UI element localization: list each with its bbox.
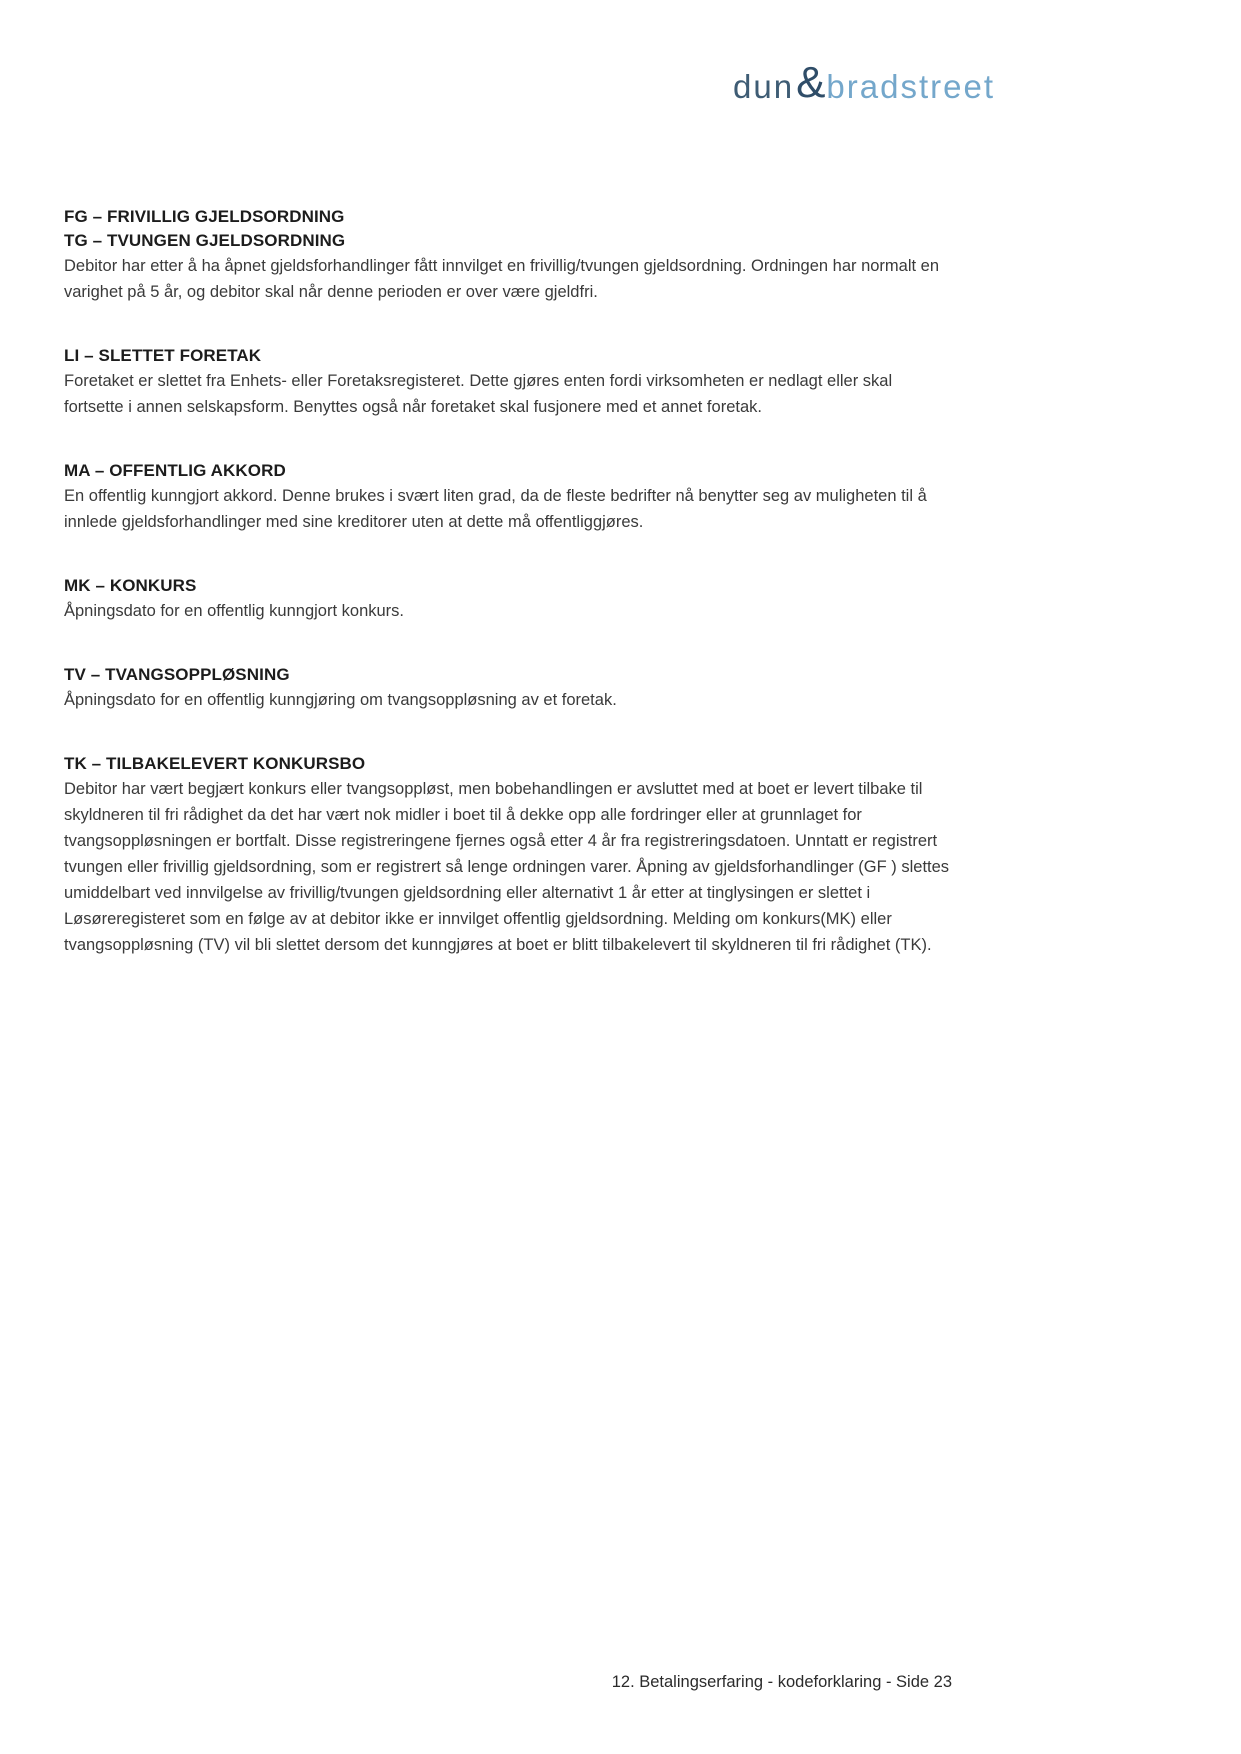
section-body-tk: Debitor har vært begjært konkurs eller tvangsoppløst, men bobehandlingen er avsluttet med at boet er levert tilbake til skyldneren til fri rådighet da det har vært nok midler i boet til å dekke opp alle fordringer eller at grunnlaget for tvangsoppløsningen er bortfalt. Disse registreringene fjernes også etter 4 år fra registreringsdatoen. Unntatt er registrert tvungen eller frivillig gjeldsordning, som er registrert så lenge ordningen varer. Åpning av gjeldsforhandlinger (GF ) slettes umiddelbart ved innvilgelse av frivillig/tvungen gjeldsordning eller alternativt 1 år etter at tinglysingen er slettet i Løsøreregisteret som en følge av at debitor ikke er innvilget offentlig gjeldsordning. Melding om konkurs(MK) eller tvangsoppløsning (TV) vil bli slettet dersom det kunngjøres at boet er blitt tilbakelevert til skyldneren til fri rådighet (TK). [64,780,950,954]
section-tv-tvangsopplosning [64,663,952,713]
section-body-mk: Åpningsdato for en offentlig kunngjort konkurs. [64,602,404,620]
section-tk-tilbakelevert-konkursbo [64,752,952,958]
section-ma-offentlig-akkord [64,459,952,535]
section-heading-tg: TG – TVUNGEN GJELDSORDNING [64,231,346,250]
section-heading-ma: MA – OFFENTLIG AKKORD [64,461,286,480]
section-heading-fg: FG – FRIVILLIG GJELDSORDNING [64,207,345,226]
section-mk-konkurs [64,574,952,624]
section-li-slettet-foretak [64,344,952,420]
section-heading-tv: TV – TVANGSOPPLØSNING [64,665,290,684]
section-body-fg-tg: Debitor har etter å ha åpnet gjeldsforhandlinger fått innvilget en frivillig/tvungen gjeldsordning. Ordningen har normalt en varighet på 5 år, og debitor skal når denne perioden er over være gjeldfri. [64,257,940,301]
section-heading-tk: TK – TILBAKELEVERT KONKURSBO [64,754,366,773]
section-body-ma: En offentlig kunngjort akkord. Denne brukes i svært liten grad, da de fleste bedrifter nå benytter seg av muligheten til å innlede gjeldsforhandlinger med sine kreditorer uten at dette må offentliggjøres. [64,487,927,531]
page-content [64,205,952,997]
section-heading-mk: MK – KONKURS [64,576,197,595]
section-heading-li: LI – SLETTET FORETAK [64,346,262,365]
dun-bradstreet-logo [733,58,996,107]
section-body-li: Foretaket er slettet fra Enhets- eller Foretaksregisteret. Dette gjøres enten fordi virksomheten er nedlagt eller skal fortsette i annen selskapsform. Benyttes også når foretaket skal fusjonere med et annet foretak. [64,372,893,416]
logo-text-dun: dun [733,68,795,105]
logo-text-bradstreet: bradstreet [826,68,996,105]
logo-ampersand-icon: & [796,58,826,107]
footer-page-label: 12. Betalingserfaring - kodeforklaring - Side 23 [611,1673,952,1691]
section-fg-tg-gjeldsordning [64,205,952,305]
section-body-tv: Åpningsdato for en offentlig kunngjøring om tvangsoppløsning av et foretak. [64,691,617,709]
